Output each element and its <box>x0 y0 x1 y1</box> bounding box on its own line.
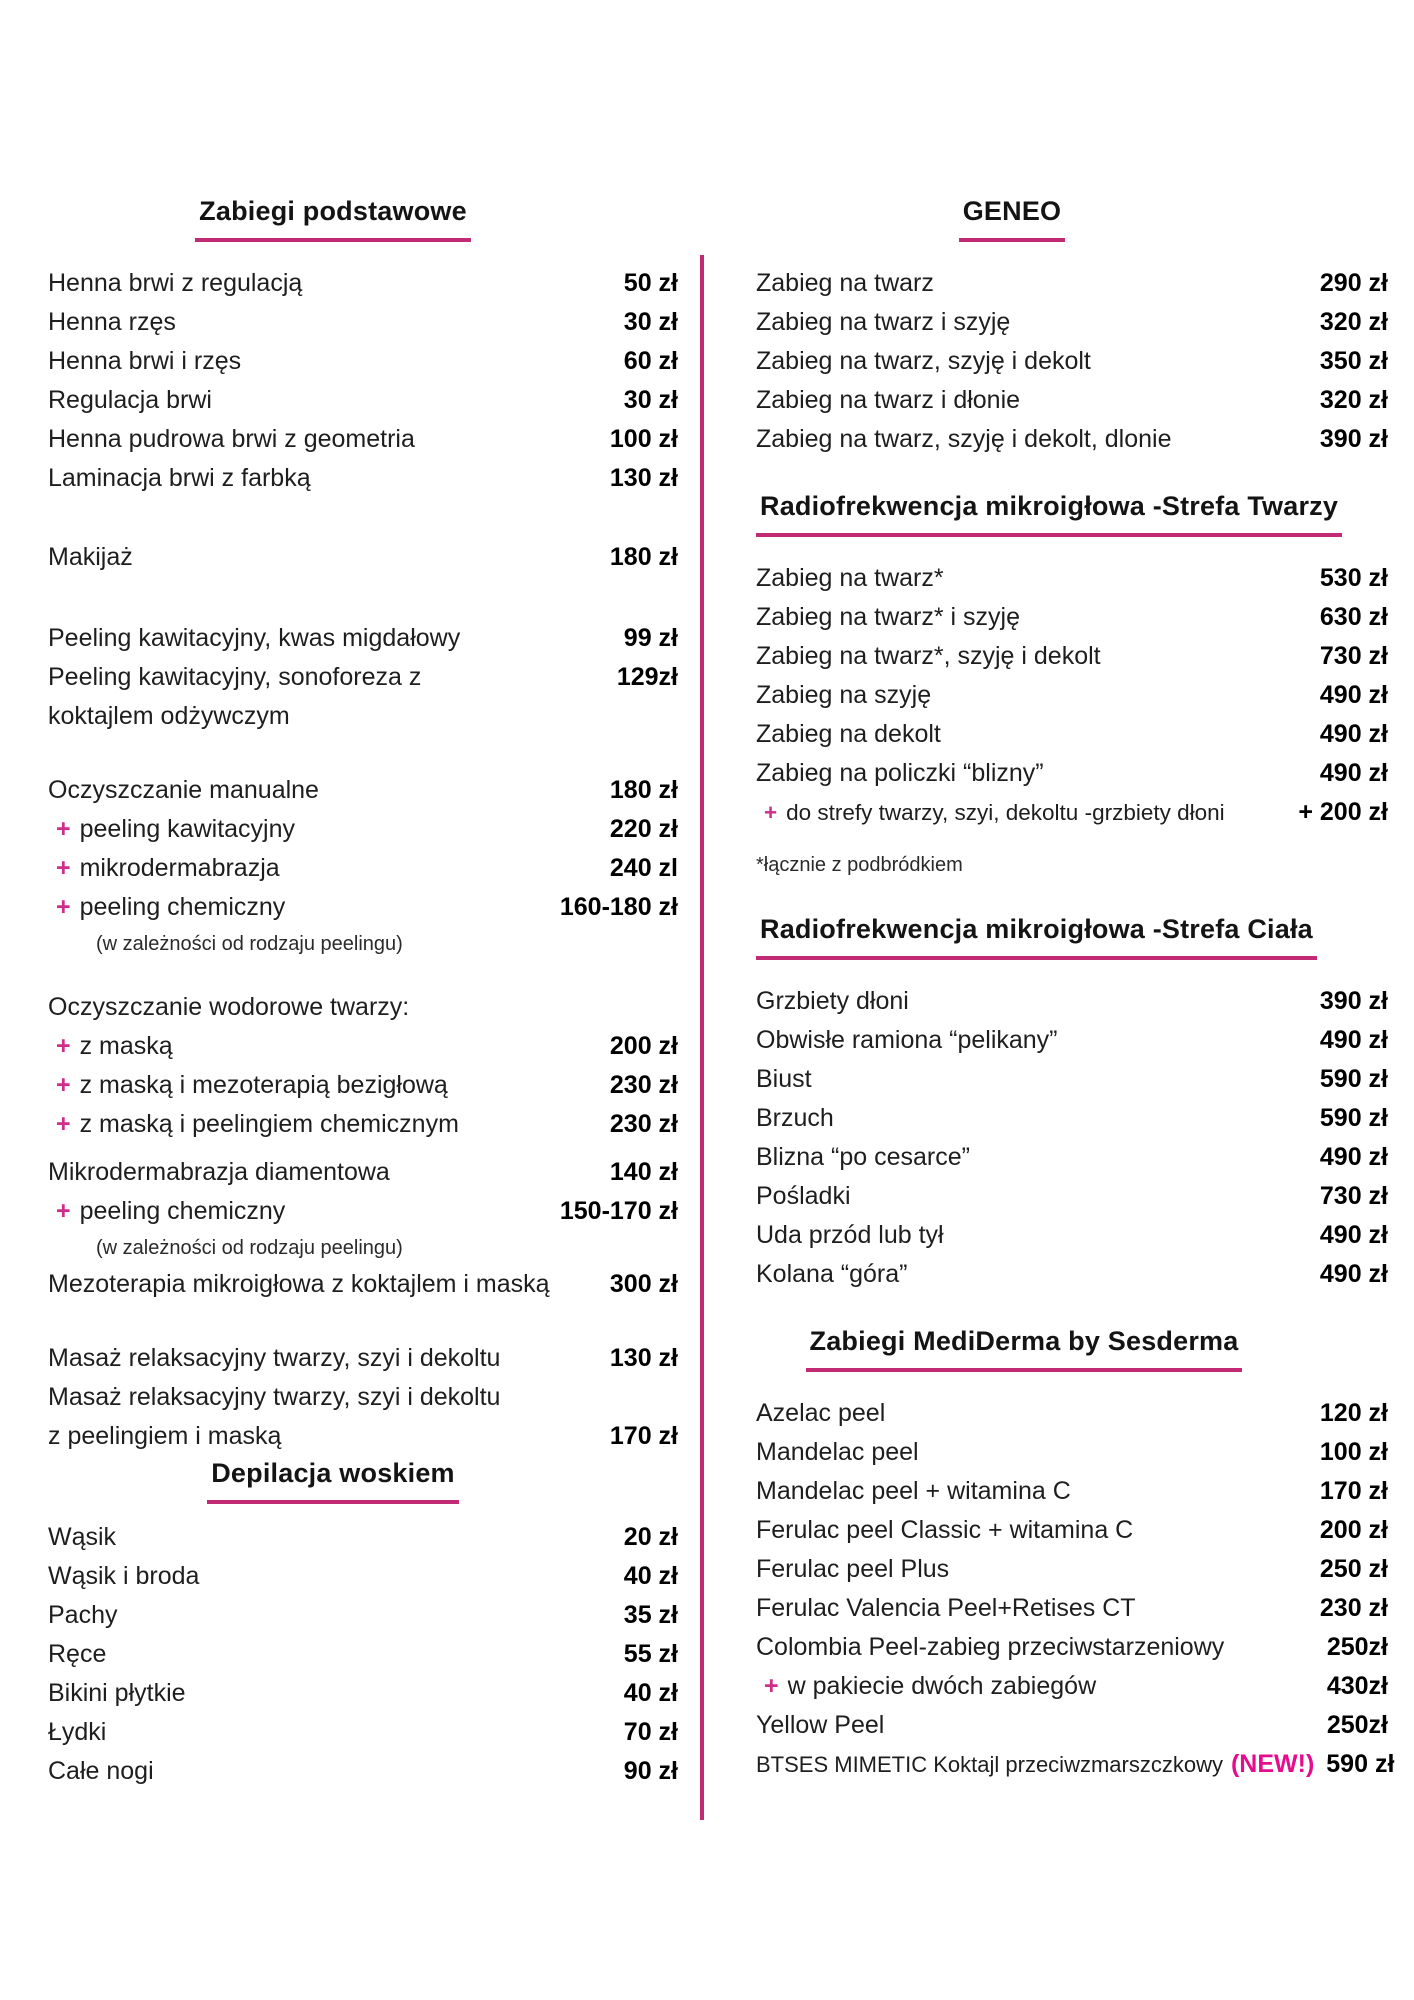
row-label: Zabieg na twarz* <box>756 564 944 592</box>
menu-section <box>48 1456 678 1791</box>
row-label: Masaż relaksacyjny twarzy, szyi i dekoltu <box>48 1383 501 1411</box>
row-price: 180 zł <box>609 776 678 804</box>
row-label: BTSES MIMETIC Koktajl przeciwzmarszczkowy <box>756 1752 1223 1777</box>
row-label: Zabieg na twarz i dłonie <box>756 386 1021 414</box>
price-row <box>48 697 678 736</box>
menu-section <box>756 489 1388 882</box>
plus-icon: + <box>56 1110 71 1138</box>
row-label: peeling chemiczny <box>79 893 286 921</box>
row-price: 40 zł <box>623 1562 678 1590</box>
row-price: 490 zł <box>1319 681 1388 709</box>
row-price: 30 zł <box>623 308 678 336</box>
row-label: Zabieg na twarz, szyję i dekolt <box>756 347 1091 375</box>
row-label: Mandelac peel + witamina C <box>756 1477 1071 1505</box>
row-label: Kolana “góra” <box>756 1260 908 1288</box>
price-row <box>756 1216 1388 1255</box>
row-price: 40 zł <box>623 1679 678 1707</box>
price-row <box>48 849 678 888</box>
section-heading: Zabiegi podstawowe <box>195 194 471 242</box>
row-price: 230 zł <box>609 1110 678 1138</box>
price-row <box>756 1667 1388 1706</box>
column-divider <box>700 255 704 1820</box>
row-label: Obwisłe ramiona “pelikany” <box>756 1026 1058 1054</box>
row-label: koktajlem odżywczym <box>48 702 290 730</box>
row-label: peeling chemiczny <box>79 1197 286 1225</box>
price-row <box>48 1192 678 1231</box>
section-groups <box>756 559 1388 882</box>
price-row <box>48 1596 678 1635</box>
row-group <box>756 1394 1395 1784</box>
row-group <box>756 848 1388 882</box>
section-groups <box>48 1518 678 1791</box>
left-column <box>48 194 678 1791</box>
row-label: Bikini płytkie <box>48 1679 186 1707</box>
row-price: 60 zł <box>623 347 678 375</box>
row-label: Ręce <box>48 1640 107 1668</box>
section-heading: Radiofrekwencja mikroigłowa -Strefa Ciała <box>756 912 1317 960</box>
plus-icon: + <box>56 854 71 882</box>
row-price: 170 zł <box>1319 1477 1388 1505</box>
price-row <box>48 1105 678 1144</box>
section-heading: Zabiegi MediDerma by Sesderma <box>806 1324 1243 1372</box>
price-row <box>756 342 1388 381</box>
section-heading-row <box>756 194 1388 242</box>
row-label: Zabieg na policzki “blizny” <box>756 759 1044 787</box>
price-row <box>756 754 1388 793</box>
price-row <box>48 1027 678 1066</box>
row-label: z maską i peelingiem chemicznym <box>79 1110 459 1138</box>
price-row <box>756 1021 1388 1060</box>
price-row <box>48 1153 678 1192</box>
plus-icon: + <box>56 893 71 921</box>
row-price: 290 zł <box>1319 269 1388 297</box>
row-price: 490 zł <box>1319 720 1388 748</box>
row-label: peeling kawitacyjny <box>79 815 296 843</box>
row-price: 50 zł <box>623 269 678 297</box>
row-price: 230 zł <box>1319 1594 1388 1622</box>
section-heading-row <box>48 1456 678 1504</box>
price-row <box>756 1138 1388 1177</box>
row-price: 490 zł <box>1319 1260 1388 1288</box>
price-row <box>48 1674 678 1713</box>
plus-icon: + <box>56 815 71 843</box>
row-price: 730 zł <box>1319 1182 1388 1210</box>
row-price: 300 zł <box>609 1270 678 1298</box>
row-group <box>48 1153 678 1304</box>
price-row <box>48 810 678 849</box>
menu-section <box>756 1324 1395 1784</box>
row-label: mikrodermabrazja <box>79 854 280 882</box>
section-note <box>756 848 1388 882</box>
price-row <box>756 1589 1388 1628</box>
row-price: 120 zł <box>1319 1399 1388 1427</box>
price-row <box>756 1177 1388 1216</box>
row-price: 490 zł <box>1319 1026 1388 1054</box>
price-row <box>756 1433 1388 1472</box>
row-label: z maską i mezoterapią bezigłową <box>79 1071 448 1099</box>
row-price: 100 zł <box>609 425 678 453</box>
row-label: Zabieg na dekolt <box>756 720 941 748</box>
row-group <box>756 982 1388 1294</box>
row-price: 129zł <box>616 663 678 691</box>
row-label: Zabieg na twarz, szyję i dekolt, dlonie <box>756 425 1172 453</box>
row-label: Makijaż <box>48 543 133 571</box>
section-groups <box>756 264 1388 459</box>
price-row <box>756 1745 1395 1784</box>
price-row <box>48 1265 678 1304</box>
row-group <box>756 559 1388 832</box>
price-row <box>48 381 678 420</box>
row-label: Ferulac peel Plus <box>756 1555 950 1583</box>
row-price: 590 zł <box>1326 1750 1395 1778</box>
row-label: Zabieg na twarz*, szyję i dekolt <box>756 642 1101 670</box>
price-row <box>48 619 678 658</box>
plus-icon: + <box>56 1197 71 1225</box>
section-groups <box>756 982 1388 1294</box>
row-label: Regulacja brwi <box>48 386 212 414</box>
plus-icon: + <box>56 1032 71 1060</box>
price-row <box>756 1394 1388 1433</box>
row-price: 220 zł <box>609 815 678 843</box>
row-label: Henna brwi i rzęs <box>48 347 242 375</box>
row-label: Wąsik <box>48 1523 117 1551</box>
section-groups <box>48 264 678 1456</box>
row-price: 99 zł <box>623 624 678 652</box>
row-label: do strefy twarzy, szyi, dekoltu -grzbiety dłoni <box>786 800 1225 825</box>
row-price: 530 zł <box>1319 564 1388 592</box>
row-label: Biust <box>756 1065 812 1093</box>
row-label: Mezoterapia mikroigłowa z koktajlem i maską <box>48 1270 550 1298</box>
price-row <box>48 1518 678 1557</box>
plus-icon: + <box>56 1071 71 1099</box>
row-label: Zabieg na twarz i szyję <box>756 308 1011 336</box>
row-group <box>48 988 678 1144</box>
price-row <box>756 676 1388 715</box>
menu-section <box>756 912 1388 1294</box>
price-row <box>756 1706 1388 1745</box>
row-price: 90 zł <box>623 1757 678 1785</box>
price-row <box>48 1378 678 1417</box>
price-row <box>48 988 678 1027</box>
price-row <box>48 420 678 459</box>
row-price: + 200 zł <box>1298 798 1388 826</box>
section-heading: GENEO <box>959 194 1066 242</box>
row-label: Mandelac peel <box>756 1438 919 1466</box>
price-row <box>48 264 678 303</box>
row-label: Zabieg na twarz <box>756 269 934 297</box>
price-row <box>48 1557 678 1596</box>
row-label: Laminacja brwi z farbką <box>48 464 311 492</box>
row-group <box>48 771 678 961</box>
row-label: Peeling kawitacyjny, kwas migdałowy <box>48 624 461 652</box>
price-row <box>48 1417 678 1456</box>
row-label: Ferulac peel Classic + witamina C <box>756 1516 1134 1544</box>
price-row <box>756 1099 1388 1138</box>
row-price: 130 zł <box>609 1344 678 1372</box>
row-price: 160-180 zł <box>559 893 678 921</box>
row-price: 170 zł <box>609 1422 678 1450</box>
price-row <box>756 1060 1388 1099</box>
row-price: 150-170 zł <box>559 1197 678 1225</box>
section-heading-row <box>756 912 1388 960</box>
row-label: Całe nogi <box>48 1757 154 1785</box>
row-label: (w zależności od rodzaju peelingu) <box>96 933 403 955</box>
price-row <box>756 1511 1388 1550</box>
section-heading-row <box>48 194 678 242</box>
row-price: 490 zł <box>1319 1143 1388 1171</box>
price-row <box>48 888 678 927</box>
plus-icon: + <box>764 1672 779 1700</box>
price-row <box>756 598 1388 637</box>
row-price: 55 zł <box>623 1640 678 1668</box>
row-price: 590 zł <box>1319 1065 1388 1093</box>
price-row <box>48 342 678 381</box>
row-price: 490 zł <box>1319 1221 1388 1249</box>
row-label: Wąsik i broda <box>48 1562 200 1590</box>
row-label: *łącznie z podbródkiem <box>756 854 963 876</box>
price-row <box>48 1713 678 1752</box>
price-row <box>756 1472 1388 1511</box>
price-row <box>756 1255 1388 1294</box>
row-group <box>48 538 678 577</box>
row-group <box>48 264 678 498</box>
row-label: Uda przód lub tył <box>756 1221 944 1249</box>
section-note <box>48 1231 678 1265</box>
row-price: 35 zł <box>623 1601 678 1629</box>
row-label: Yellow Peel <box>756 1711 885 1739</box>
row-price: 490 zł <box>1319 759 1388 787</box>
row-label: Henna pudrowa brwi z geometria <box>48 425 415 453</box>
section-heading: Depilacja woskiem <box>207 1456 459 1504</box>
row-price: 240 zl <box>609 854 678 882</box>
price-row <box>48 1066 678 1105</box>
row-label: z peelingiem i maską <box>48 1422 282 1450</box>
row-group <box>48 1339 678 1456</box>
row-price: 320 zł <box>1319 386 1388 414</box>
plus-icon: + <box>764 800 778 825</box>
row-label: w pakiecie dwóch zabiegów <box>787 1672 1097 1700</box>
row-price: 70 zł <box>623 1718 678 1746</box>
row-price: 730 zł <box>1319 642 1388 670</box>
row-label: (w zależności od rodzaju peelingu) <box>96 1237 403 1259</box>
price-row <box>48 1635 678 1674</box>
row-label: Oczyszczanie manualne <box>48 776 319 804</box>
price-row <box>48 303 678 342</box>
section-heading-row <box>756 1324 1388 1372</box>
section-note <box>48 927 678 961</box>
row-label: Peeling kawitacyjny, sonoforeza z <box>48 663 422 691</box>
row-price: 350 zł <box>1319 347 1388 375</box>
row-label: Ferulac Valencia Peel+Retises CT <box>756 1594 1136 1622</box>
section-groups <box>756 1394 1395 1784</box>
row-label: Masaż relaksacyjny twarzy, szyi i dekoltu <box>48 1344 501 1372</box>
row-label: Henna brwi z regulacją <box>48 269 303 297</box>
section-heading-row <box>756 489 1388 537</box>
row-label: Oczyszczanie wodorowe twarzy: <box>48 993 410 1021</box>
section-heading: Radiofrekwencja mikroigłowa -Strefa Twarzy <box>756 489 1342 537</box>
price-row <box>756 982 1388 1021</box>
row-price: 100 zł <box>1319 1438 1388 1466</box>
price-row <box>756 303 1388 342</box>
price-row <box>48 1339 678 1378</box>
price-row <box>756 637 1388 676</box>
price-row <box>756 381 1388 420</box>
new-badge: (NEW!) <box>1230 1750 1315 1778</box>
row-label: Henna rzęs <box>48 308 176 336</box>
row-price: 390 zł <box>1319 987 1388 1015</box>
row-price: 590 zł <box>1319 1104 1388 1132</box>
row-label: Zabieg na twarz* i szyję <box>756 603 1021 631</box>
price-row <box>756 793 1388 832</box>
row-price: 390 zł <box>1319 425 1388 453</box>
row-price: 200 zł <box>1319 1516 1388 1544</box>
row-label: Colombia Peel-zabieg przeciwstarzeniowy <box>756 1633 1225 1661</box>
right-column <box>756 194 1395 1784</box>
row-label: Brzuch <box>756 1104 834 1132</box>
row-price: 20 zł <box>623 1523 678 1551</box>
row-price: 130 zł <box>609 464 678 492</box>
price-row <box>48 459 678 498</box>
row-label: Grzbiety dłoni <box>756 987 909 1015</box>
row-price: 140 zł <box>609 1158 678 1186</box>
row-label: Pośladki <box>756 1182 851 1210</box>
row-label: Blizna “po cesarce” <box>756 1143 970 1171</box>
row-price: 250zł <box>1326 1711 1388 1739</box>
row-label: Łydki <box>48 1718 107 1746</box>
row-group <box>756 264 1388 459</box>
price-row <box>48 1752 678 1791</box>
row-label: Azelac peel <box>756 1399 886 1427</box>
row-label: z maską <box>79 1032 173 1060</box>
row-label: Mikrodermabrazja diamentowa <box>48 1158 390 1186</box>
price-row <box>48 538 678 577</box>
row-price: 630 zł <box>1319 603 1388 631</box>
row-price: 230 zł <box>609 1071 678 1099</box>
row-price: 180 zł <box>609 543 678 571</box>
row-price: 320 zł <box>1319 308 1388 336</box>
row-group <box>48 619 678 736</box>
price-row <box>756 264 1388 303</box>
price-row <box>756 715 1388 754</box>
row-price: 30 zł <box>623 386 678 414</box>
row-group <box>48 1518 678 1791</box>
menu-section <box>48 194 678 1456</box>
price-row <box>756 420 1388 459</box>
price-row <box>48 658 678 697</box>
row-label: Zabieg na szyję <box>756 681 932 709</box>
row-label: Pachy <box>48 1601 118 1629</box>
price-row <box>756 1550 1388 1589</box>
price-row <box>48 771 678 810</box>
price-row <box>756 559 1388 598</box>
row-price: 200 zł <box>609 1032 678 1060</box>
menu-section <box>756 194 1388 459</box>
row-price: 430zł <box>1326 1672 1388 1700</box>
row-price: 250 zł <box>1319 1555 1388 1583</box>
row-price: 250zł <box>1326 1633 1388 1661</box>
price-row <box>756 1628 1388 1667</box>
